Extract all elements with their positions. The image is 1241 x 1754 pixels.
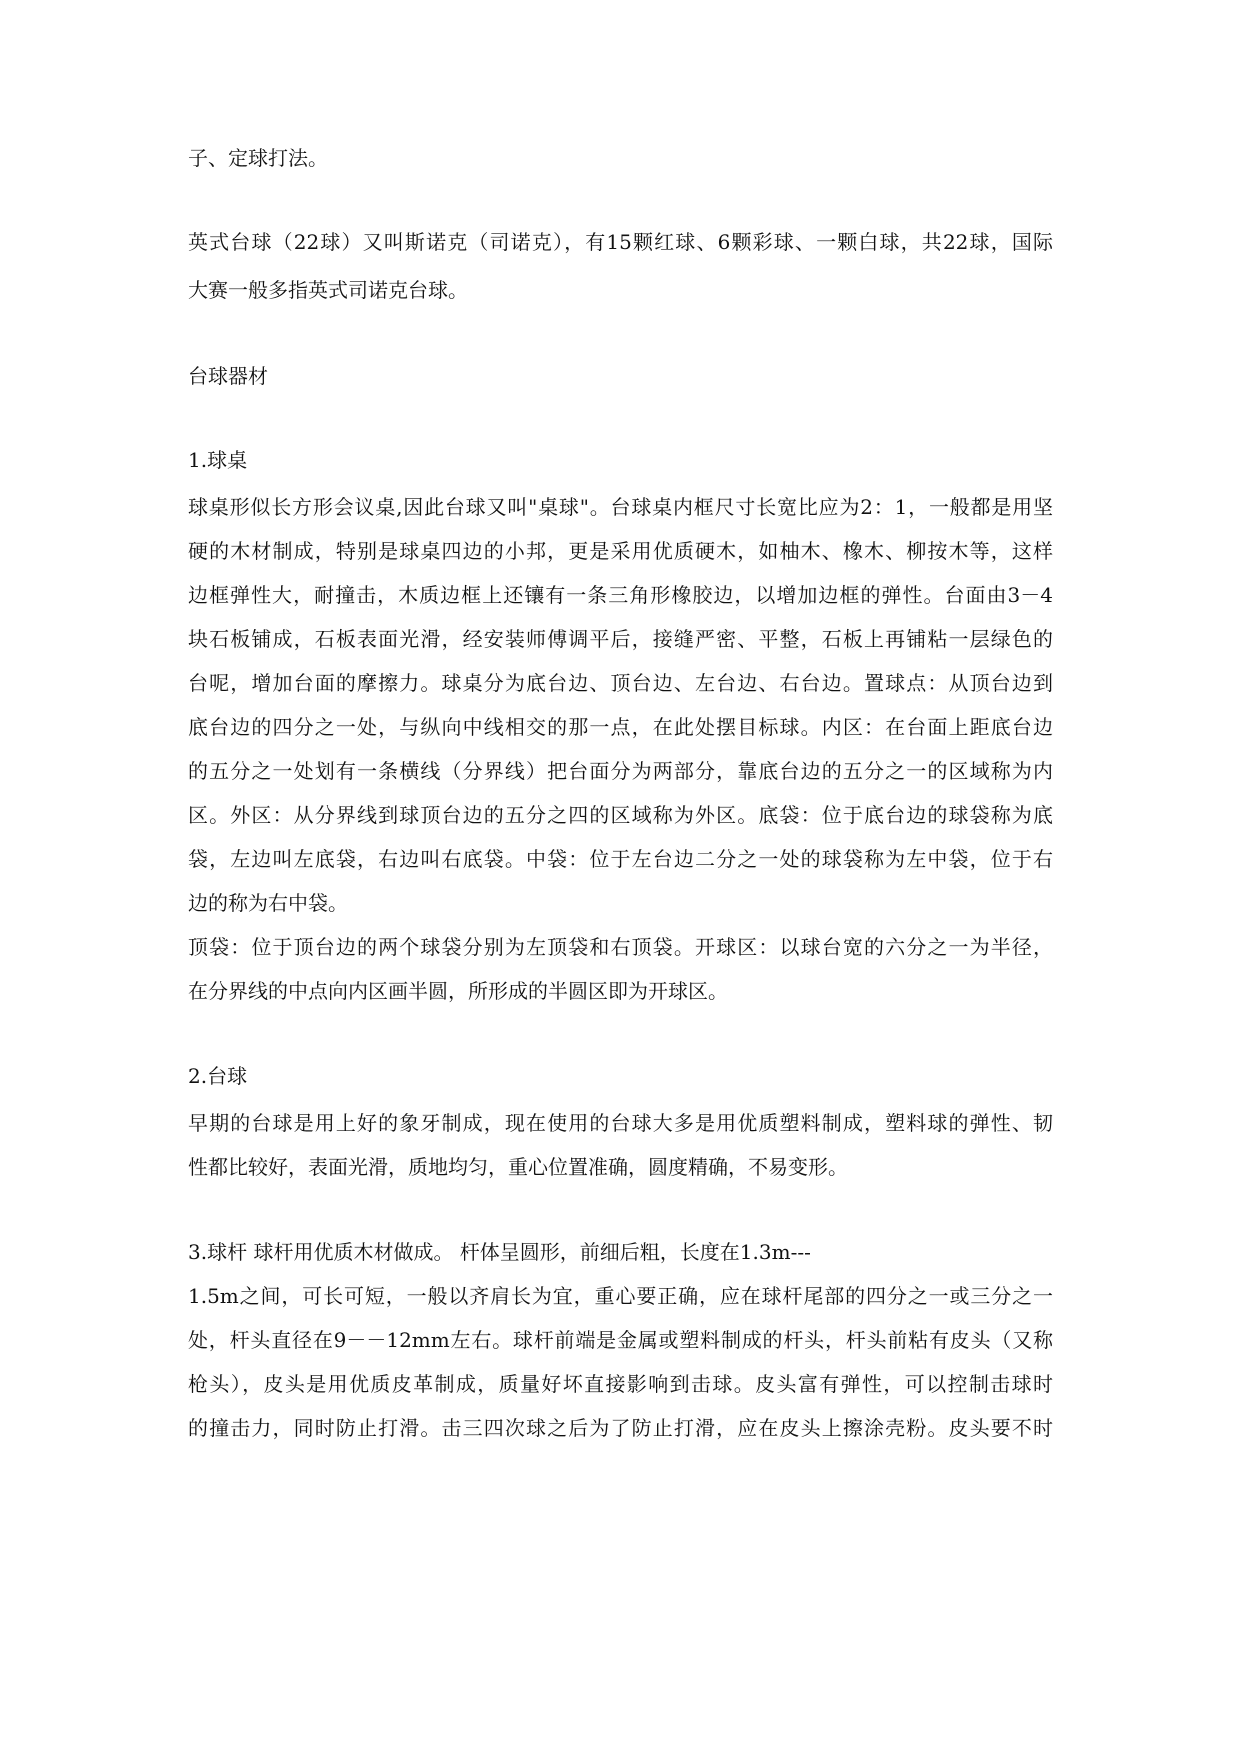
intro-line: 子、定球打法。 — [188, 146, 328, 170]
ball-section-line: 性都比较好，表面光滑，质地均匀，重心位置准确，圆度精确，不易变形。 — [188, 1155, 848, 1179]
cue-section-line: 的撞击力，同时防止打滑。击三四次球之后为了防止打滑，应在皮头上擦涂壳粉。皮头要不时 — [188, 1416, 1053, 1440]
table-section-line: 在分界线的中点向内区画半圆，所形成的半圆区即为开球区。 — [188, 979, 728, 1003]
table-section-line: 区。外区：从分界线到球顶台边的五分之四的区域称为外区。底袋：位于底台边的球袋称为底 — [188, 803, 1053, 827]
table-section-line: 球桌形似长方形会议桌,因此台球又叫"桌球"。台球桌内框尺寸长宽比应为2：1，一般都是用坚 — [188, 495, 1053, 519]
table-section-line: 块石板铺成，石板表面光滑，经安装师傅调平后，接缝严密、平整，石板上再铺粘一层绿色的 — [188, 627, 1053, 651]
table-section-line: 的五分之一处划有一条横线（分界线）把台面分为两部分，靠底台边的五分之一的区域称为内 — [188, 759, 1053, 783]
equipment-heading: 台球器材 — [188, 364, 268, 388]
snooker-intro-line-1: 英式台球（22球）又叫斯诺克（司诺克），有15颗红球、6颗彩球、一颗白球，共22球，国际 — [188, 230, 1053, 254]
table-section-line: 台呢，增加台面的摩擦力。球桌分为底台边、顶台边、左台边、右台边。置球点：从顶台边到 — [188, 671, 1053, 695]
table-section-heading: 1.球桌 — [188, 448, 248, 472]
cue-section-line: 1.5m之间，可长可短，一般以齐肩长为宜，重心要正确，应在球杆尾部的四分之一或三分之一 — [188, 1284, 1053, 1308]
cue-section-line: 处，杆头直径在9－－12mm左右。球杆前端是金属或塑料制成的杆头，杆头前粘有皮头（又称 — [188, 1328, 1053, 1352]
snooker-intro-line-2: 大赛一般多指英式司诺克台球。 — [188, 278, 468, 302]
cue-section-line: 枪头），皮头是用优质皮革制成，质量好坏直接影响到击球。皮头富有弹性，可以控制击球时 — [188, 1372, 1053, 1396]
ball-section-line: 早期的台球是用上好的象牙制成，现在使用的台球大多是用优质塑料制成，塑料球的弹性、韧 — [188, 1111, 1053, 1135]
table-section-line: 顶袋：位于顶台边的两个球袋分别为左顶袋和右顶袋。开球区：以球台宽的六分之一为半径， — [188, 935, 1053, 959]
table-section-line: 底台边的四分之一处，与纵向中线相交的那一点，在此处摆目标球。内区：在台面上距底台边 — [188, 715, 1053, 739]
table-section-line: 边框弹性大，耐撞击，木质边框上还镶有一条三角形橡胶边，以增加边框的弹性。台面由3－4 — [188, 583, 1053, 607]
cue-section-heading: 3.球杆 球杆用优质木材做成。 杆体呈圆形，前细后粗，长度在1.3m--- — [188, 1240, 811, 1264]
table-section-line: 袋，左边叫左底袋，右边叫右底袋。中袋：位于左台边二分之一处的球袋称为左中袋，位于右 — [188, 847, 1053, 871]
table-section-line: 硬的木材制成，特别是球桌四边的小邦，更是采用优质硬木，如柚木、橡木、柳按木等，这样 — [188, 539, 1053, 563]
ball-section-heading: 2.台球 — [188, 1064, 248, 1088]
table-section-line: 边的称为右中袋。 — [188, 891, 348, 915]
